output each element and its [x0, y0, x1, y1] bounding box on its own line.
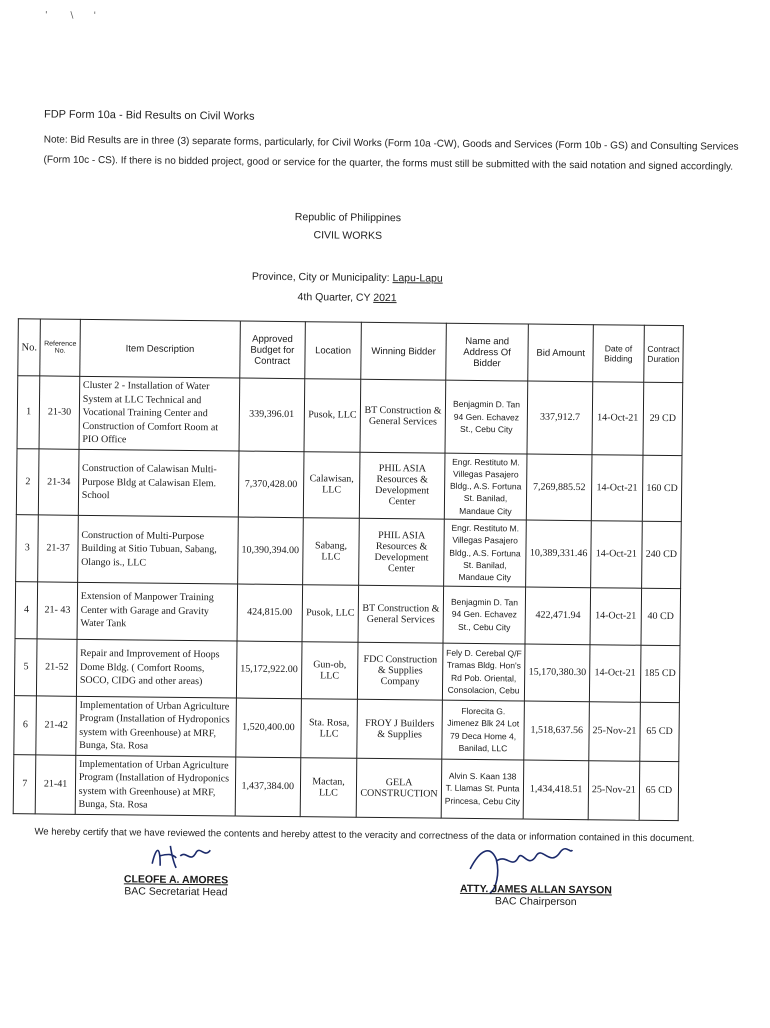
col-amount: Bid Amount	[528, 324, 593, 382]
row-abc: 339,396.01	[239, 378, 304, 451]
bid-results-table	[13, 318, 684, 821]
row-amount: 1,518,637.56	[524, 701, 589, 761]
signatory-left-title: BAC Secretariat Head	[124, 885, 228, 899]
row-date: 14-Oct-21	[591, 454, 643, 521]
table-row	[17, 376, 683, 455]
table-row	[14, 695, 680, 761]
quarter-line	[2, 288, 692, 307]
row-abc: 7,370,428.00	[238, 451, 303, 518]
row-duration: 160 CD	[642, 455, 682, 522]
row-location: Mactan, LLC	[300, 757, 357, 817]
scan-specks: ' \ '	[45, 10, 97, 21]
row-address: Benjagmin D. Tan 94 Gen. Echavez St., Cebu City	[445, 380, 529, 453]
row-no: 5	[14, 638, 37, 695]
col-duration: Contract Duration	[644, 325, 684, 382]
quarter-year: 2021	[373, 291, 397, 305]
col-location: Location	[304, 322, 361, 380]
row-duration: 40 CD	[641, 588, 681, 645]
row-amount: 422,471.94	[525, 587, 590, 645]
row-location: Sta. Rosa, LLC	[300, 698, 357, 758]
row-winner: FROY J Builders & Supplies	[357, 699, 442, 759]
row-amount: 15,170,380.30	[525, 644, 590, 702]
row-no: 4	[15, 581, 38, 638]
table-header-row	[18, 319, 684, 383]
col-date: Date of Bidding	[593, 325, 645, 383]
row-winner: PHIL ASIA Resources & Development Center	[360, 452, 445, 519]
row-item: Construction of Multi-Purpose Building at Sitio Tubuan, Sabang, Olango is., LLC	[77, 515, 238, 583]
republic-heading: Republic of Philippines	[294, 211, 402, 225]
row-abc: 10,390,394.00	[238, 517, 303, 584]
row-item: Implementation of Urban Agriculture Program (Installation of Hydroponics system with Greenhouse) at MRF, Bunga, Sta. Rosa	[76, 696, 237, 757]
row-date: 14-Oct-21	[590, 587, 642, 645]
row-item: Repair and Improvement of Hoops Dome Bldg. ( Comfort Rooms, SOCO, CIDG and other areas)	[76, 639, 237, 698]
row-duration: 240 CD	[641, 521, 681, 588]
row-address: Engr. Restituto M. Villegas Pasajero Bldg., A.S. Fortuna St. Banilad, Mandaue City	[444, 453, 527, 520]
row-date: 14-Oct-21	[591, 521, 643, 588]
row-amount: 337,912.7	[527, 381, 592, 454]
lgu-label: Province, City or Municipality:	[251, 270, 390, 285]
row-amount: 1,434,418.51	[524, 760, 589, 820]
row-no: 7	[13, 754, 36, 813]
row-item: Construction of Calawisan Multi-Purpose Bldg at Calawisan Elem. School	[78, 449, 239, 517]
row-location: Calawisan, LLC	[303, 451, 361, 518]
signatory-left	[106, 873, 246, 898]
row-amount: 10,389,331.46	[526, 520, 591, 587]
row-item: Cluster 2 - Installation of Water System at LLC Technical and Vocational Training Center and Construction of Comfort Room at PIO Office	[79, 376, 240, 450]
col-ref: Reference No.	[40, 319, 80, 376]
row-date: 14-Oct-21	[592, 382, 644, 455]
row-winner: BT Construction & General Services	[358, 585, 443, 643]
row-amount: 7,269,885.52	[527, 454, 592, 521]
quarter-label: 4th Quarter, CY	[297, 291, 371, 304]
col-winner: Winning Bidder	[361, 322, 446, 380]
form-title: FDP Form 10a - Bid Results on Civil Works	[43, 108, 255, 123]
row-ref: 21-52	[37, 639, 77, 696]
row-duration: 29 CD	[643, 382, 683, 455]
table-row	[13, 754, 679, 820]
row-ref: 21-34	[39, 448, 79, 515]
row-item: Implementation of Urban Agriculture Program (Installation of Hydroponics system with Greenhouse) at MRF, Bunga, Sta. Rosa	[75, 755, 236, 816]
row-location: Pusok, LLC	[304, 379, 362, 452]
col-abc: Approved Budget for Contract	[240, 321, 305, 379]
signatory-right-name: ATTY. JAMES ALLAN SAYSON	[459, 882, 612, 897]
row-ref: 21- 43	[37, 582, 77, 639]
row-address: Florecita G. Jimenez Blk 24 Lot 79 Deca Home 4, Banilad, LLC	[441, 700, 524, 760]
row-date: 25-Nov-21	[588, 760, 640, 820]
col-address: Name and Address Of Bidder	[445, 323, 528, 381]
row-abc: 424,815.00	[237, 584, 302, 642]
row-duration: 185 CD	[640, 645, 680, 702]
row-location: Gun-ob, LLC	[301, 641, 358, 699]
row-address: Alvin S. Kaan 138 T. Llamas St. Punta Princesa, Cebu City	[441, 759, 524, 819]
row-duration: 65 CD	[639, 761, 679, 820]
row-location: Sabang, LLC	[302, 518, 360, 585]
row-date: 14-Oct-21	[589, 644, 641, 702]
note-line-1: Note: Bid Results are in three (3) separate forms, particularly, for Civil Works (Form 10a -CW), Goods and Services (Form 10b - GS) and Consulting Services	[43, 134, 739, 153]
note-line-2: (Form 10c - CS). If there is no bidded project, good or service for the quarter, the forms must still be submitted with the said notation and signed accordingly.	[43, 154, 734, 173]
row-winner: FDC Construction & Supplies Company	[358, 642, 443, 700]
row-address: Fely D. Cerebal Q/F Tramas Bldg. Hon's Rd Pob. Oriental, Consolacion, Cebu	[442, 643, 525, 701]
row-no: 1	[17, 376, 40, 449]
signatory-right	[436, 883, 636, 909]
category-heading: CIVIL WORKS	[313, 229, 383, 243]
row-abc: 1,520,400.00	[236, 698, 301, 758]
row-no: 3	[16, 515, 39, 582]
row-abc: 1,437,384.00	[235, 757, 300, 817]
row-address: Benjagmin D. Tan 94 Gen. Echavez St., Cebu City	[443, 586, 526, 644]
row-no: 2	[16, 448, 39, 515]
table-row	[16, 515, 682, 589]
row-ref: 21-41	[36, 755, 76, 814]
row-winner: PHIL ASIA Resources & Development Center	[359, 518, 444, 585]
signature-left	[146, 840, 216, 877]
certification-statement: We hereby certify that we have reviewed the contents and hereby attest to the veracity and correctness of the data or information contained in this document.	[34, 826, 695, 845]
signatory-left-name: CLEOFE A. AMORES	[123, 873, 229, 887]
row-ref: 21-30	[39, 376, 79, 449]
row-ref: 21-37	[38, 515, 78, 582]
lgu-value: Lapu-Lapu	[392, 272, 443, 285]
row-no: 6	[14, 695, 37, 754]
row-winner: BT Construction & General Services	[360, 379, 445, 452]
row-location: Pusok, LLC	[302, 584, 359, 642]
row-date: 25-Nov-21	[589, 701, 641, 761]
signatory-right-title: BAC Chairperson	[494, 895, 577, 909]
table-row	[16, 448, 682, 522]
col-item: Item Description	[80, 319, 241, 378]
col-no: No.	[18, 319, 41, 376]
table-row	[15, 581, 681, 645]
lgu-line	[2, 268, 692, 287]
row-ref: 21-42	[36, 696, 76, 755]
row-abc: 15,172,922.00	[236, 641, 301, 699]
row-address: Engr. Restituto M. Villegas Pasajero Bldg., A.S. Fortuna St. Banilad, Mandaue City	[443, 519, 526, 586]
row-item: Extension of Manpower Training Center with Garage and Gravity Water Tank	[77, 582, 238, 641]
table-row	[14, 638, 680, 702]
row-duration: 65 CD	[640, 702, 680, 761]
row-winner: GELA CONSTRUCTION	[357, 758, 442, 818]
